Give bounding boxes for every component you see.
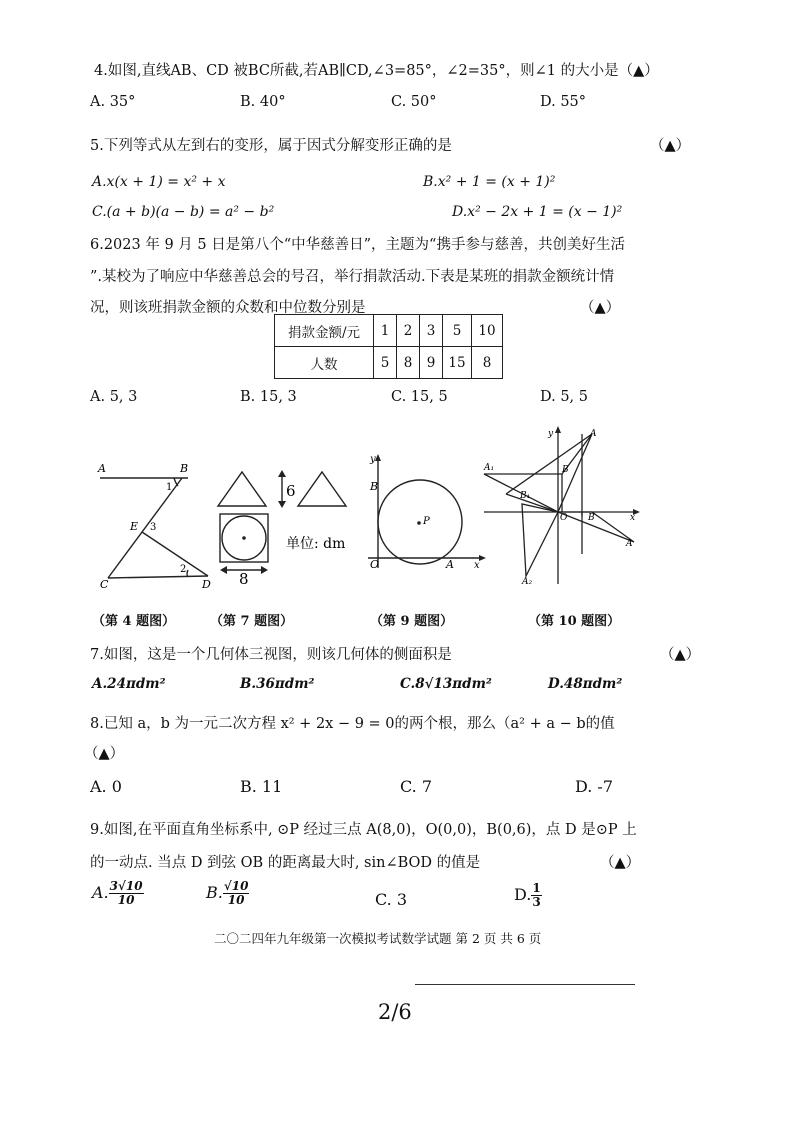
q7-option-b: B.36πdm² — [240, 676, 315, 692]
q6-line-2: ”.某校为了响应中华慈善总会的号召，举行捐款活动.下表是某班的捐款金额统计情 — [90, 269, 615, 285]
fig10-label: O — [560, 513, 568, 523]
figure-7 — [212, 468, 362, 586]
q4-option-b: B. 40° — [240, 94, 286, 110]
q8-option-d: D. -7 — [575, 777, 614, 796]
fig10-label: B — [562, 465, 569, 475]
fig4-label: 1 — [166, 482, 173, 493]
page-footer: 二〇二四年九年级第一次模拟考试数学试题 第 2 页 共 6 页 — [214, 931, 542, 946]
fig10-label: y — [548, 429, 554, 439]
fig4-caption: （第 4 题图） — [92, 614, 176, 629]
q9-option-d-numerator: 1 — [532, 881, 541, 895]
q9-option-a — [92, 880, 144, 907]
q9-option-b — [206, 880, 249, 907]
table-cell: 5 — [374, 347, 397, 379]
fig9-label: y — [370, 454, 376, 465]
q7-option-d: D.48πdm² — [548, 676, 623, 692]
figure-9 — [366, 450, 490, 574]
fig9-label: P — [423, 516, 430, 527]
fig4-label: 3 — [150, 522, 157, 533]
table-row — [275, 347, 503, 379]
figure-10 — [482, 424, 642, 586]
q9-line-1: 9.如图,在平面直角坐标系中, ⊙P 经过三点 A(8,0)，O(0,0)，B(0,6)，点 D 是⊙P 上 — [90, 822, 637, 838]
table-header-label: 捐款金额/元 — [275, 315, 374, 347]
q6-option-c: C. 15, 5 — [391, 389, 448, 405]
q6-line-1: 6.2023 年 9 月 5 日是第八个“中华慈善日”，主题为“携手参与慈善，共创美好生活 — [90, 237, 625, 253]
q5-option-d: D.x² − 2x + 1 = (x − 1)² — [452, 204, 623, 220]
q4-option-a: A. 35° — [90, 94, 136, 110]
q9-option-d-prefix: D. — [514, 885, 532, 904]
table-cell: 10 — [472, 315, 503, 347]
fig4-label: D — [202, 578, 211, 588]
q7-option-a: A.24πdm² — [92, 676, 166, 692]
fig7-unit: 单位: dm — [286, 536, 346, 552]
q5-option-a: A.x(x + 1) = x² + x — [92, 174, 226, 190]
q7-mark: （▲） — [660, 647, 701, 663]
fig9-caption: （第 9 题图） — [370, 614, 454, 629]
q4-stem: 4.如图,直线AB、CD 被BC所截,若AB∥CD,∠3=85°，∠2=35°，则∠1 的大小是（▲） — [94, 63, 659, 79]
q9-option-c: C. 3 — [375, 890, 408, 909]
q5-option-c: C.(a + b)(a − b) = a² − b² — [92, 204, 275, 220]
q5-mark: （▲） — [650, 138, 691, 154]
q8-option-c: C. 7 — [400, 777, 433, 796]
q6-option-a: A. 5, 3 — [90, 389, 138, 405]
page-indicator: 2/6 — [378, 1000, 412, 1024]
q9-option-b-numerator: √10 — [223, 879, 249, 893]
q9-option-a-prefix: A. — [92, 883, 109, 902]
figure-4 — [96, 458, 216, 588]
q9-option-d — [514, 882, 542, 909]
q5-stem: 5.下列等式从左到右的变形，属于因式分解变形正确的是 — [90, 138, 452, 154]
table-cell: 9 — [420, 347, 443, 379]
fig9-label: B — [370, 480, 379, 493]
fig7-dimension-top: 6 — [286, 482, 296, 500]
q4-option-c: C. 50° — [391, 94, 437, 110]
q8-option-a: A. 0 — [90, 777, 122, 796]
q6-option-d: D. 5, 5 — [540, 389, 588, 405]
table-row — [275, 315, 503, 347]
table-cell: 2 — [397, 315, 420, 347]
q7-option-c: C.8√13πdm² — [400, 676, 492, 692]
q9-option-a-numerator: 3√10 — [109, 879, 143, 893]
q6-mark: （▲） — [580, 300, 621, 316]
q9-option-a-denominator: 10 — [117, 893, 135, 907]
fig10-label: B₁ — [520, 491, 531, 501]
fig10-label: A — [626, 539, 633, 549]
fig4-label: B — [180, 462, 189, 475]
fig10-caption: （第 10 题图） — [528, 614, 621, 629]
q9-option-b-denominator: 10 — [227, 893, 245, 907]
q6-line-3: 况，则该班捐款金额的众数和中位数分别是 — [90, 300, 366, 316]
fig7-dimension-bottom: 8 — [239, 570, 249, 586]
q8-mark: （▲） — [84, 746, 125, 762]
fig10-label: x — [630, 513, 636, 523]
fig4-label: E — [130, 520, 139, 533]
q9-option-d-denominator: 3 — [532, 895, 541, 909]
table-cell: 5 — [443, 315, 472, 347]
q8-stem: 8.已知 a，b 为一元二次方程 x² + 2x − 9 = 0的两个根，那么（a² + a − b的值 — [90, 716, 615, 732]
fig9-label: O — [370, 558, 380, 571]
footer-divider — [415, 984, 635, 985]
q8-option-b: B. 11 — [240, 777, 283, 796]
fig4-label: 2 — [180, 564, 187, 575]
table-cell: 1 — [374, 315, 397, 347]
table-cell: 15 — [443, 347, 472, 379]
q4-option-d: D. 55° — [540, 94, 587, 110]
fig10-label: B — [588, 513, 595, 523]
fig7-caption: （第 7 题图） — [210, 614, 294, 629]
fig9-label: x — [474, 560, 480, 571]
table-count-label: 人数 — [275, 347, 374, 379]
q9-mark: （▲） — [600, 855, 641, 871]
q6-option-b: B. 15, 3 — [240, 389, 297, 405]
q9-line-2: 的一动点. 当点 D 到弦 OB 的距离最大时, sin∠BOD 的值是 — [90, 855, 481, 871]
table-cell: 8 — [472, 347, 503, 379]
q5-option-b: B.x² + 1 = (x + 1)² — [423, 174, 556, 190]
table-cell: 8 — [397, 347, 420, 379]
fig4-label: A — [98, 462, 106, 475]
q7-stem: 7.如图，这是一个几何体三视图，则该几何体的侧面积是 — [90, 647, 452, 663]
q9-option-b-prefix: B. — [206, 883, 223, 902]
fig10-label: A — [590, 429, 597, 439]
donation-table — [274, 314, 503, 379]
fig10-label: A₁ — [484, 463, 495, 473]
fig9-label: A — [446, 558, 454, 571]
fig4-label: C — [100, 578, 109, 588]
fig10-label: A₂ — [522, 577, 533, 586]
table-cell: 3 — [420, 315, 443, 347]
